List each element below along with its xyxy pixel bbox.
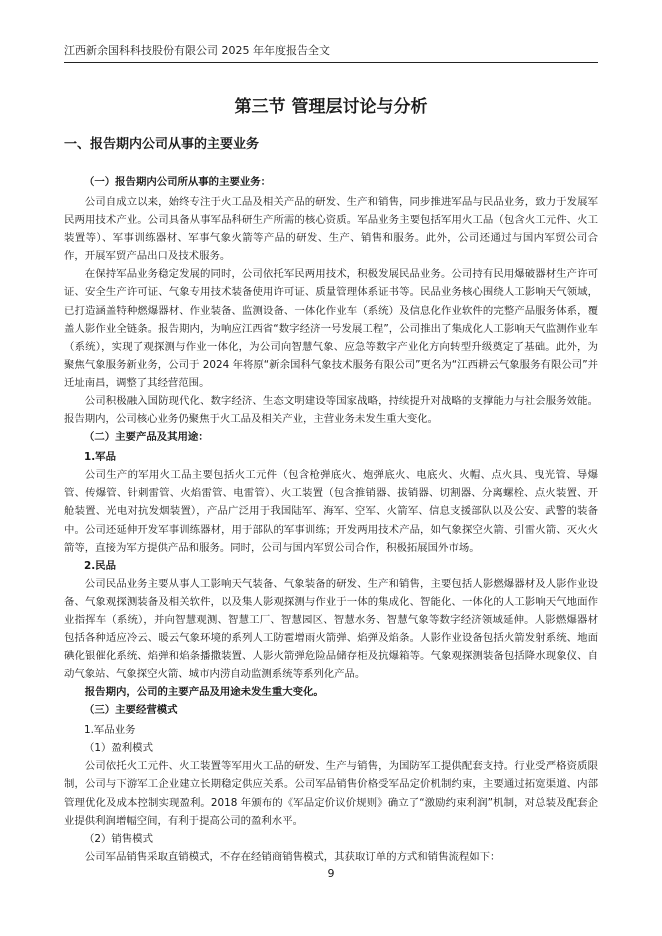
paragraph-civil-business: 在保持军品业务稳定发展的同时，公司依托军民两用技术，积极发展民品业务。公司持有民用爆破器材生产许可证、安全生产许可证、气象专用技术装备使用许可证、质量管理体系证书等。民品业务核心围绕人工影响天气领域，已打造涵盖特种燃爆器材、作业装备、监测设备、一体化作业车（系统）及信息化作业软件的完整产品服务体系，覆盖人影作业全链条。报告期内，为响应江西省“数字经济一号发展工程”，公司推出了集成化人工影响天气监测作业车（系统），实现了观探测与作业一体化，为公司向智慧气象、应急等数字产业化方向转型升级奠定了基础。此外，为聚焦气象服务新业务，公司于 2024 年将原“新余国科气象技术服务有限公司”更名为“江西耕云气象服务有限公司”并迁址南昌，调整了其经营范围。 [64,268,598,389]
paragraph-profit-model: 公司依托火工元件、火工装置等军用火工品的研发、生产与销售，为国防军工提供配套支持。行业受严格资质限制，公司与下游军工企业建立长期稳定供应关系。公司军品销售价格受军品定价机制约束，主要通过拓宽渠道、内部管理优化及成本控制实现盈利。2018 年颁布的《军品定价议价规则》确立了“激励约束利润”机制，对总装及配套企业提供利润增幅空间，有利于提高公司的盈利水平。 [64,760,598,827]
page-content [64,94,598,866]
subsection-heading-business-model: （三）主要经营模式 [84,704,178,717]
heading-profit-model: （1）盈利模式 [84,742,153,755]
heading-sales-model: （2）销售模式 [84,832,153,845]
paragraph-company-overview: 公司自成立以来，始终专注于火工品及相关产品的研发、生产和销售，同步推进军品与民品业务，致力于发展军民两用技术产业。公司具备从事军品科研生产所需的核心资质。军品业务主要包括军用火工品（包含火工元件、火工装置等）、军事训练器材、军事气象火箭等产品的研发、生产、销售和服务。此外，公司还通过与国内军贸公司合作，开展军贸产品出口及技术服务。 [64,196,598,263]
paragraph-products-conclusion: 报告期内，公司的主要产品及用途未发生重大变化。 [84,686,324,699]
section-heading-main-business: 一、报告期内公司从事的主要业务 [64,137,260,152]
subsection-heading-main-business: （一）报告期内公司所从事的主要业务： [84,176,272,188]
paragraph-national-strategy: 公司积极融入国防现代化、数字经济、生态文明建设等国家战略，持续提升对战略的支撑能力与社会服务效能。报告期内，公司核心业务仍聚焦于火工品及相关产业，主营业务未发生重大变化。 [64,395,598,426]
paragraph-military-products: 公司生产的军用火工品主要包括火工元件（包含枪弹底火、炮弹底火、电底火、火帽、点火具、曳光管、导爆管、传爆管、针刺雷管、火焰雷管、电雷管）、火工装置（包含推销器、拔销器、切割器、分离螺栓、点火装置、开舱装置、光电对抗发烟装置），产品广泛用于我国陆军、海军、空军、火箭军、信息支援部队以及公安、武警的装备中。公司还延伸开发军事训练器材，用于部队的军事训练；开发两用技术产品，如气象探空火箭、引雷火箭、灭火火箭等，直接为军方提供产品和服务。同时，公司与国内军贸公司合作，积极拓展国外市场。 [64,469,598,554]
chapter-title: 第三节 管理层讨论与分析 [234,97,428,117]
heading-military-business: 1.军品业务 [84,724,136,737]
running-header: 江西新余国科科技股份有限公司 2025 年年度报告全文 [64,41,598,63]
paragraph-civil-products: 公司民品业务主要从事人工影响天气装备、气象装备的研发、生产和销售，主要包括人影燃爆器材及人影作业设备、气象观探测装备及相关软件，以及集人影观探测与作业于一体的集成化、智能化、一体化的人工影响天气地面作业指挥车（系统），并向智慧观测、智慧工厂、智慧园区、智慧水务、智慧气象等数字经济领域延伸。人影燃爆器材包括各种适应冷云、暖云气象环境的系列人工防雹增雨火箭弹、焰弹及焰条。人影作业设备包括火箭发射系统、地面碘化银催化系统、焰弹和焰条播撒装置、人影火箭弹危险品储存柜及抗爆箱等。气象观探测装备包括降水现象仪、自动气象站、气象探空火箭、城市内涝自动监测系统等系列化产品。 [64,577,598,681]
paragraph-sales-model: 公司军品销售采取直销模式，不存在经销商销售模式，其获取订单的方式和销售流程如下： [84,850,501,863]
subsection-heading-products: （二）主要产品及其用途： [84,431,209,444]
heading-military-products: 1.军品 [84,451,116,464]
page-number: 9 [327,867,335,880]
heading-civil-products: 2.民品 [84,559,116,572]
